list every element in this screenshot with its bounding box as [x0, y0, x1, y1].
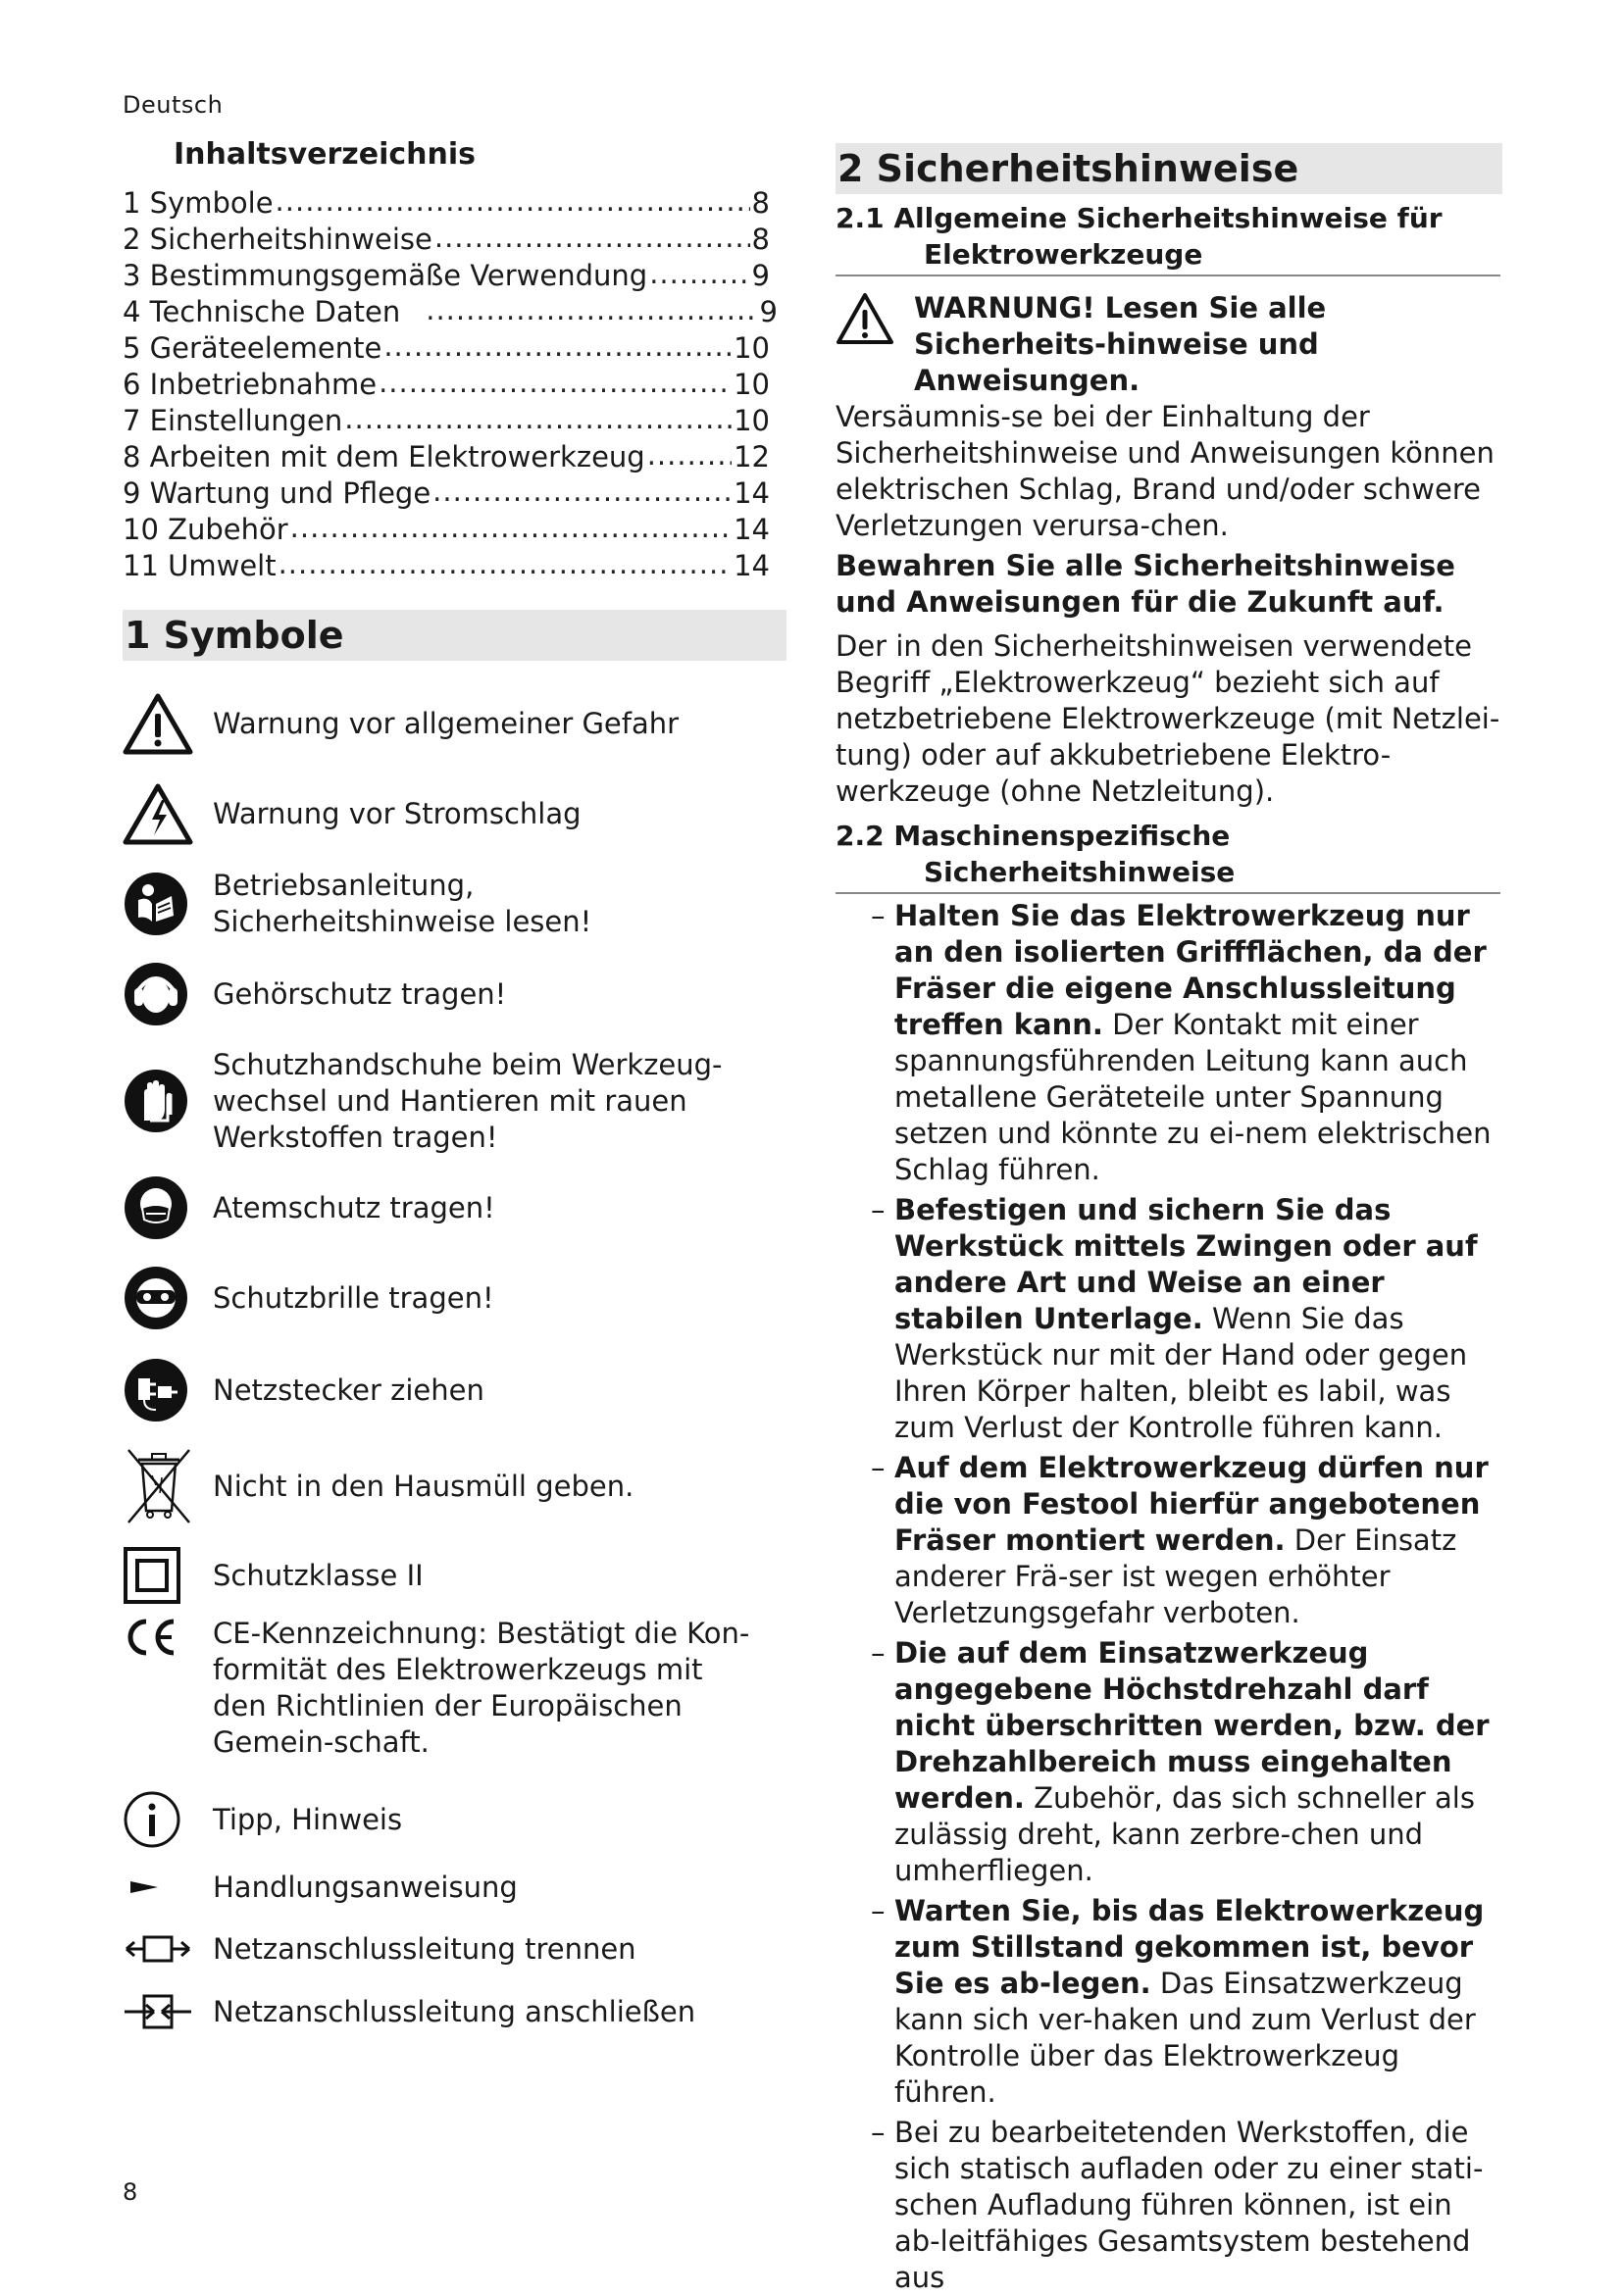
symbol-row: [123, 859, 785, 949]
toc-entry-text: 3 Bestimmungsgemäße Verwendung: [123, 259, 648, 292]
warning-bold-text: WARNUNG! Lesen Sie alle Sicherheits-hinweise und Anweisungen.: [914, 291, 1327, 397]
right-column: [836, 143, 1500, 2296]
subsection-heading-2-1: [836, 200, 1500, 276]
toc-entry[interactable]: [123, 367, 770, 403]
toc-title: Inhaltsverzeichnis: [174, 137, 477, 172]
symbol-row: [123, 1163, 785, 1253]
toc-entry-text: 11 Umwelt: [123, 549, 277, 582]
symbol-label: Warnung vor allgemeiner Gefahr: [213, 706, 680, 740]
toc-entry-page: 8: [751, 223, 770, 256]
subsection-title-line1: 2.1 Allgemeine Sicherheitshinweise für: [836, 202, 1443, 234]
toc-entry-page: 9: [751, 259, 770, 292]
toc-entry-text: 10 Zubehör: [123, 513, 288, 546]
symbol-label: Tipp, Hinweis: [213, 1802, 403, 1836]
list-item-text: Bei zu bearbeitetenden Werkstoffen, die sich statisch aufladen oder zu einer stati-schen Aufladung führen können, ist ein ab-leitfähiges Gesamtsystem bestehend aus: [894, 2116, 1484, 2294]
safety-goggles-icon: [123, 1265, 201, 1331]
ce-mark-icon: [123, 1616, 201, 1657]
page-number: 8: [123, 2178, 138, 2206]
list-item-bold: Befestigen und sichern Sie das Werkstück mittels Zwingen oder auf andere Art und Weise an einer stabilen Unterlage.: [894, 1193, 1478, 1335]
subsection-heading-2-2: [836, 818, 1500, 894]
toc-entry[interactable]: [123, 403, 770, 439]
toc-entry[interactable]: [123, 258, 770, 294]
section-heading-safety: 2 Sicherheitshinweise: [836, 143, 1502, 194]
respirator-icon: [123, 1174, 201, 1241]
toc-entry[interactable]: [123, 294, 778, 330]
toc-entry[interactable]: [123, 548, 770, 584]
symbol-label: Handlungsanweisung: [213, 1870, 518, 1904]
list-item-bold: Auf dem Elektrowerkzeug dürfen nur die von Festool hierfür angebotenen Fräser montiert werden.: [894, 1451, 1489, 1557]
list-item: – Bei zu bearbeitetenden Werkstoffen, die sich statisch aufladen oder zu einer stati-schen Aufladung führen können, ist ein ab-leitfähiges Gesamtsystem bestehend aus: [871, 2116, 1484, 2294]
symbol-row: [123, 1039, 785, 1163]
connect-cable-icon: [123, 1990, 201, 2033]
symbol-row: [123, 1343, 785, 1437]
toc-entry-page: 8: [751, 186, 770, 220]
toc-entry[interactable]: [123, 512, 770, 548]
symbol-label: Schutzklasse II: [213, 1558, 424, 1592]
symbol-label: Warnung vor Stromschlag: [213, 796, 582, 830]
toc-entry-text: 6 Inbetriebnahme: [123, 368, 378, 401]
symbol-row: [123, 1857, 785, 1918]
toc-entry-page: 10: [734, 368, 770, 401]
disconnect-cable-icon: [123, 1929, 201, 1969]
list-item-bold: Halten Sie das Elektrowerkzeug nur an den isolierten Griffflächen, da der Fräser die eigene Anschlussleitung treffen kann.: [894, 899, 1487, 1041]
instruction-arrow-icon: [123, 1877, 201, 1897]
list-item-bold: Die auf dem Einsatzwerkzeug angegebene Höchstdrehzahl darf nicht überschritten werden, bzw. der Drehzahlbereich muss eingehalten werden.: [894, 1636, 1490, 1815]
symbol-row: [123, 1616, 785, 1782]
symbol-row: [123, 769, 785, 859]
toc-entry[interactable]: [123, 439, 770, 475]
symbol-list: [123, 678, 785, 2043]
symbol-label: Netzstecker ziehen: [213, 1373, 484, 1407]
unplug-icon: [123, 1357, 201, 1423]
symbol-row: [123, 1253, 785, 1343]
warning-electric-icon: [123, 782, 201, 845]
machine-safety-list: [836, 898, 1500, 2296]
list-item-bold: Warten Sie, bis das Elektrowerkzeug zum Stillstand gekommen ist, bevor Sie es ab-legen.: [894, 1894, 1485, 2000]
left-column: [123, 137, 785, 2043]
symbol-row: [123, 1437, 785, 1535]
symbol-row: [123, 1535, 785, 1616]
list-item-text: Zubehör, das sich schneller als zulässig dreht, kann zerbre-chen und umherfliegen.: [894, 1781, 1475, 1887]
toc-entry-page: 12: [734, 440, 770, 474]
symbol-row: [123, 1980, 785, 2043]
symbol-row: [123, 949, 785, 1039]
term-definition-text: Der in den Sicherheitshinweisen verwendete Begriff „Elektrowerkzeug“ bezieht sich auf netzbetriebene Elektrowerkzeuge (mit Netzlei-tung) oder auf akkubetriebene Elektro-werkzeuge (ohne Netzleitung).: [836, 629, 1500, 808]
section-heading-symbols: 1 Symbole: [123, 610, 786, 661]
toc-entry-page: 14: [734, 513, 770, 546]
symbol-label: Netzanschlussleitung trennen: [213, 1931, 636, 1966]
list-item-text: Wenn Sie das Werkstück nur mit der Hand oder gegen Ihren Körper halten, bleibt es labil, was zum Verlust der Kontrolle führen kann.: [894, 1302, 1468, 1444]
toc-entry-text: 1 Symbole: [123, 186, 274, 220]
toc-entry-page: 9: [759, 295, 778, 328]
list-item: – Die auf dem Einsatzwerkzeug angegebene Höchstdrehzahl darf nicht überschritten werden, bzw. der Drehzahlbereich muss eingehalten werden. Zubehör, das sich schneller als zulässig dreht, kann zerbre-chen und umherfliegen.: [871, 1636, 1490, 1887]
toc-entry-page: 10: [734, 404, 770, 437]
symbol-row: [123, 678, 785, 769]
info-icon: [123, 1790, 201, 1849]
list-item-text: Der Kontakt mit einer spannungsführenden Leitung kann auch metallene Geräteteile unter Spannung setzen und könnte zu ei-nem elektrischen Schlag führen.: [894, 1008, 1492, 1186]
toc-entry-page: 10: [734, 331, 770, 365]
symbol-label: Nicht in den Hausmüll geben.: [213, 1469, 634, 1503]
toc-entry[interactable]: [123, 330, 770, 367]
toc-entry-text: 7 Einstellungen: [123, 404, 343, 437]
protection-class-ii-icon: [123, 1546, 201, 1605]
warning-text: Versäumnis-se bei der Einhaltung der Sicherheitshinweise und Anweisungen können elektrischen Schlag, Brand und/oder schwere Verletzungen verursa-chen.: [836, 400, 1495, 542]
subsection-title-line2: Elektrowerkzeuge: [924, 238, 1203, 271]
toc-entry[interactable]: [123, 475, 770, 512]
gloves-icon: [123, 1068, 201, 1134]
toc-entry-page: 14: [734, 476, 770, 510]
symbol-label: Schutzhandschuhe beim Werkzeug-wechsel und Hantieren mit rauen Werkstoffen tragen!: [213, 1047, 723, 1154]
subsection-title-line2: Sicherheitshinweise: [924, 856, 1236, 888]
general-warning-block: [836, 290, 1500, 399]
toc-entry-text: 9 Wartung und Pflege: [123, 476, 431, 510]
language-label: Deutsch: [123, 91, 224, 119]
toc-entry-text: 5 Geräteelemente: [123, 331, 382, 365]
read-manual-icon: [123, 871, 201, 937]
list-item-text: Der Einsatz anderer Frä-ser ist wegen erhöhter Verletzungsgefahr verboten.: [894, 1523, 1457, 1629]
toc-entry-text: 4 Technische Daten: [123, 295, 401, 328]
toc-list: [123, 185, 785, 584]
symbol-row: [123, 1918, 785, 1980]
crossed-bin-icon: [123, 1446, 201, 1526]
list-item: – Warten Sie, bis das Elektrowerkzeug zum Stillstand gekommen ist, bevor Sie es ab-legen. Das Einsatzwerkzeug kann sich ver-haken und zum Verlust der Kontrolle über das Elektrowerkzeug führen.: [871, 1894, 1485, 2109]
symbol-label: Schutzbrille tragen!: [213, 1280, 494, 1315]
symbol-label: Betriebsanleitung, Sicherheitshinweise lesen!: [213, 869, 592, 938]
ear-protection-icon: [123, 961, 201, 1027]
symbol-label: CE-Kennzeichnung: Bestätigt die Kon-formität des Elektrowerkzeugs mit den Richtlinien der Europäischen Gemein-schaft.: [213, 1617, 750, 1759]
symbol-label: Netzanschlussleitung anschließen: [213, 1994, 696, 2028]
symbol-label: Gehörschutz tragen!: [213, 976, 507, 1011]
toc-entry[interactable]: [123, 222, 770, 258]
toc-entry-page: 14: [734, 549, 770, 582]
keep-instructions-text: Bewahren Sie alle Sicherheitshinweise und Anweisungen für die Zukunft auf.: [836, 549, 1455, 619]
subsection-title-line1: 2.2 Maschinenspezifische: [836, 820, 1231, 852]
warning-general-icon: [123, 692, 201, 755]
list-item-text: Das Einsatzwerkzeug kann sich ver-haken und zum Verlust der Kontrolle über das Elektrowerkzeug führen.: [894, 1967, 1476, 2109]
toc-entry-text: 2 Sicherheitshinweise: [123, 223, 432, 256]
list-item: – Halten Sie das Elektrowerkzeug nur an den isolierten Griffflächen, da der Fräser die eigene Anschlussleitung treffen kann. Der Kontakt mit einer spannungsführenden Leitung kann auch metallene Geräteteile unter Spannung setzen und könnte zu ei-nem elektrischen Schlag führen.: [871, 899, 1492, 1186]
list-item: – Auf dem Elektrowerkzeug dürfen nur die von Festool hierfür angebotenen Fräser montiert werden. Der Einsatz anderer Frä-ser ist wegen erhöhter Verletzungsgefahr verboten.: [871, 1451, 1489, 1629]
warning-general-icon: [836, 292, 894, 354]
toc-entry-text: 8 Arbeiten mit dem Elektrowerkzeug: [123, 440, 645, 474]
toc-entry[interactable]: [123, 185, 770, 222]
symbol-label: Atemschutz tragen!: [213, 1190, 495, 1224]
symbol-row: [123, 1782, 785, 1857]
list-item: – Befestigen und sichern Sie das Werkstück mittels Zwingen oder auf andere Art und Weise an einer stabilen Unterlage. Wenn Sie das Werkstück nur mit der Hand oder gegen Ihren Körper halten, bleibt es labil, was zum Verlust der Kontrolle führen kann.: [871, 1193, 1478, 1444]
